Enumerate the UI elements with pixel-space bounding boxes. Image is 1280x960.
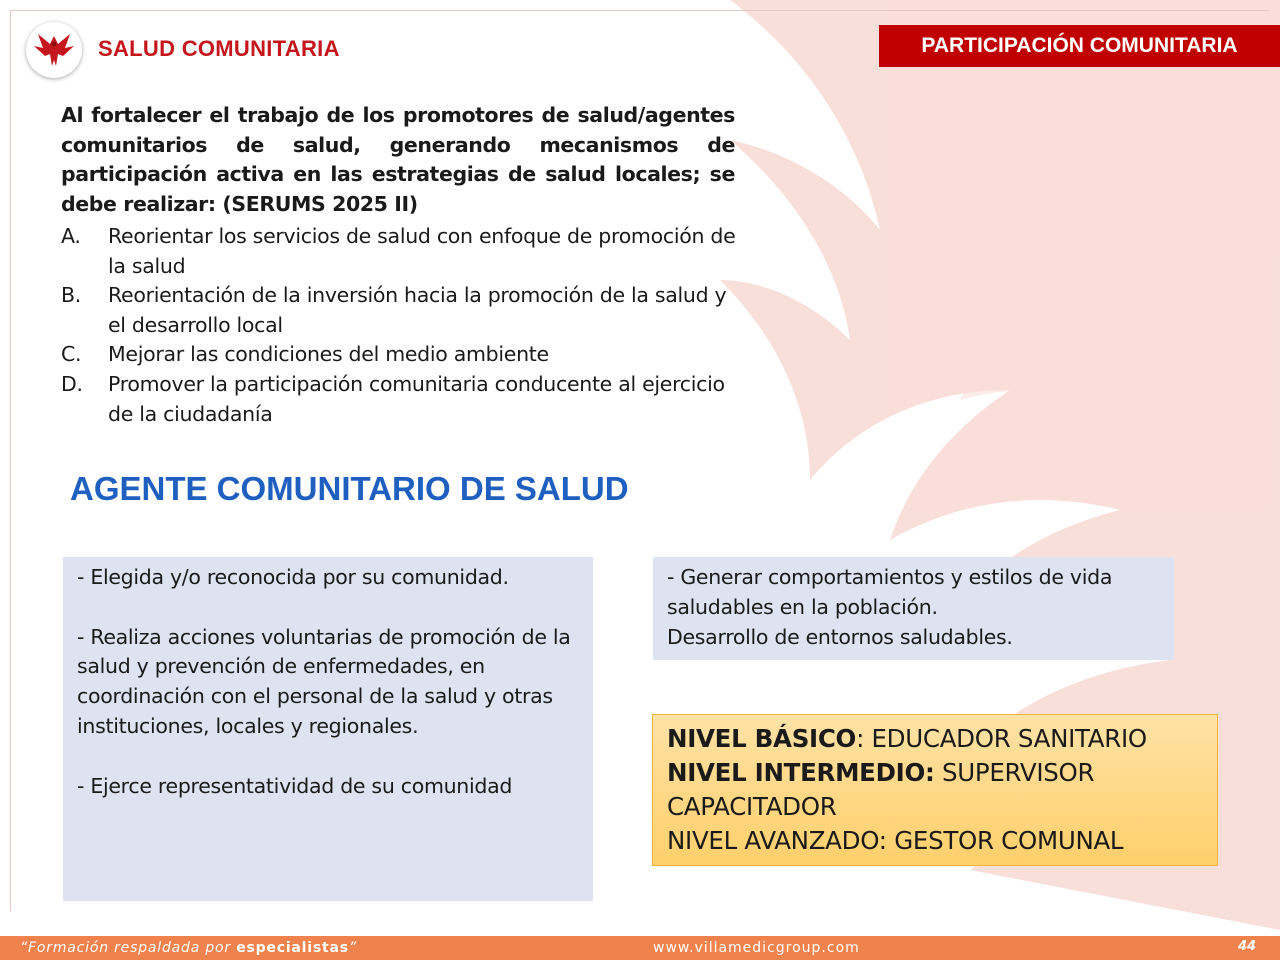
option-d — [61, 370, 741, 429]
level-value: SUPERVISOR CAPACITADOR — [667, 758, 1095, 821]
level-value: : EDUCADOR SANITARIO — [856, 724, 1147, 753]
characteristic-item: - Realiza acciones voluntarias de promoción de la salud y prevención de enfermedades, en coordinación con el personal de la salud y otras instituciones, locales y regionales. — [77, 624, 571, 738]
objectives-box — [653, 557, 1174, 660]
objective-item: - Generar comportamientos y estilos de vida saludables en la población. — [667, 565, 1113, 619]
level-basic — [667, 722, 1203, 756]
option-a — [61, 222, 741, 281]
option-letter: C. — [61, 342, 82, 367]
option-text: Promover la participación comunitaria conducente al ejercicio de la ciudadanía — [108, 371, 725, 426]
characteristic-item: - Elegida y/o reconocida por su comunidad. — [77, 565, 509, 589]
footer-url[interactable]: www.villamedicgroup.com — [653, 940, 860, 956]
option-b — [61, 281, 741, 340]
logo — [26, 22, 82, 78]
section-title: AGENTE COMUNITARIO DE SALUD — [70, 470, 629, 507]
characteristic-item: - Ejerce representatividad de su comunidad — [77, 773, 513, 798]
question-stem: Al fortalecer el trabajo de los promotores de salud/agentes comunitarios de salud, generando mecanismos de participación activa en las estrategias de salud locales; se debe realizar: (SERUMS 2025 II) — [61, 103, 735, 216]
levels-box — [652, 714, 1218, 866]
option-letter: B. — [61, 283, 81, 308]
answer-options — [61, 222, 741, 429]
option-c — [61, 340, 741, 370]
option-text: Reorientación de la inversión hacia la promoción de la salud y el desarrollo local — [108, 283, 727, 337]
page-number: 44 — [1238, 939, 1257, 954]
phoenix-logo-icon — [32, 30, 76, 70]
characteristics-box — [63, 557, 593, 901]
objective-item: Desarrollo de entornos saludables. — [667, 624, 1013, 649]
topic-badge: PARTICIPACIÓN COMUNITARIA — [879, 25, 1280, 67]
brand-title: SALUD COMUNITARIA — [98, 36, 340, 61]
footer-slogan — [20, 940, 357, 956]
level-label: NIVEL BÁSICO — [667, 724, 857, 753]
footer-bar — [0, 936, 1280, 960]
slogan-quote: ” — [348, 940, 357, 956]
slogan-bold: especialistas — [236, 940, 349, 956]
option-text: Reorientar los servicios de salud con enfoque de promoción de la salud — [108, 224, 736, 278]
option-text: Mejorar las condiciones del medio ambiente — [108, 342, 549, 367]
level-intermediate — [667, 756, 1203, 824]
option-letter: A. — [61, 224, 81, 248]
slogan-text: “Formación respaldada por — [20, 940, 237, 956]
option-letter: D. — [61, 371, 83, 396]
level-label: NIVEL INTERMEDIO: — [667, 758, 935, 787]
level-advanced: NIVEL AVANZADO: GESTOR COMUNAL — [667, 826, 1124, 855]
